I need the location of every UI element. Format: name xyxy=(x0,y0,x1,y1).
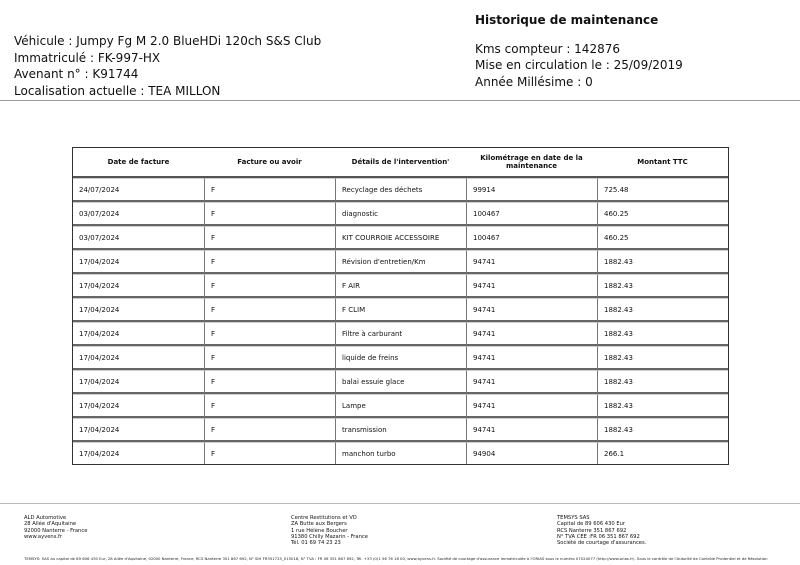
cell-invoice-type: F xyxy=(204,346,335,370)
cell-invoice-type: F xyxy=(204,418,335,442)
header-amount: Montant TTC xyxy=(597,148,728,178)
vehicle-info xyxy=(14,33,321,99)
cell-invoice-type: F xyxy=(204,322,335,346)
vehicle-model: Véhicule : Jumpy Fg M 2.0 BlueHDi 120ch S&S Club xyxy=(14,34,322,48)
cell-invoice-type: F xyxy=(204,442,335,464)
footer-line: TEMSYS SAS xyxy=(557,515,590,521)
cell-mileage: 94741 xyxy=(466,322,597,346)
cell-amount: 460.25 xyxy=(597,226,728,250)
cell-amount: 1882.43 xyxy=(597,418,728,442)
cell-intervention-details: liquide de freins xyxy=(335,346,466,370)
cell-mileage: 94741 xyxy=(466,346,597,370)
cell-invoice-type: F xyxy=(204,298,335,322)
vehicle-plate: Immatriculé : FK-997-HX xyxy=(14,50,161,65)
table-row xyxy=(73,394,728,418)
odometer: Kms compteur : 142876 xyxy=(475,41,620,56)
cell-mileage: 99914 xyxy=(466,178,597,202)
footer-line: 28 Allée d'Aquitaine xyxy=(24,521,77,528)
cell-invoice-date: 03/07/2024 xyxy=(73,202,204,226)
cell-amount: 725.48 xyxy=(597,178,728,202)
cell-invoice-date: 17/04/2024 xyxy=(73,442,204,464)
cell-invoice-date: 17/04/2024 xyxy=(73,250,204,274)
cell-invoice-date: 17/04/2024 xyxy=(73,298,204,322)
cell-intervention-details: Filtre à carburant xyxy=(335,322,466,346)
cell-mileage: 94741 xyxy=(466,274,597,298)
table-row xyxy=(73,298,728,322)
header-mileage: Kilométrage en date de la maintenance xyxy=(466,148,597,178)
header-invoice-date: Date de facture xyxy=(73,148,204,178)
cell-intervention-details: Recyclage des déchets xyxy=(335,178,466,202)
vintage-year: Année Millésime : 0 xyxy=(475,74,593,89)
footer-line: 91380 Chilly Mazarin - France xyxy=(291,533,368,540)
cell-invoice-type: F xyxy=(204,250,335,274)
table-row xyxy=(73,178,728,202)
footer-divider xyxy=(0,503,800,504)
footer-return-center xyxy=(291,515,368,546)
table-row xyxy=(73,346,728,370)
cell-mileage: 94741 xyxy=(466,370,597,394)
cell-intervention-details: KIT COURROIE ACCESSOIRE xyxy=(335,226,466,250)
cell-amount: 1882.43 xyxy=(597,394,728,418)
cell-intervention-details: manchon turbo xyxy=(335,442,466,464)
table-row xyxy=(73,226,728,250)
cell-invoice-date: 17/04/2024 xyxy=(73,370,204,394)
footer-line: ALD Automotive xyxy=(24,515,67,521)
cell-invoice-type: F xyxy=(204,274,335,298)
header-divider xyxy=(0,100,800,101)
cell-amount: 1882.43 xyxy=(597,370,728,394)
cell-mileage: 100467 xyxy=(466,226,597,250)
header-invoice-type: Facture ou avoir xyxy=(204,148,335,178)
table-row xyxy=(73,202,728,226)
footer-line: Société de courtage d'assurances. xyxy=(557,540,647,547)
table-row xyxy=(73,442,728,464)
cell-amount: 1882.43 xyxy=(597,298,728,322)
cell-invoice-type: F xyxy=(204,202,335,226)
cell-invoice-type: F xyxy=(204,370,335,394)
cell-mileage: 94904 xyxy=(466,442,597,464)
cell-intervention-details: Lampe xyxy=(335,394,466,418)
footer-line: N° TVA CEE :FR 06 351 867 692 xyxy=(557,533,640,540)
cell-amount: 266.1 xyxy=(597,442,728,464)
footer-company xyxy=(24,515,87,540)
cell-amount: 1882.43 xyxy=(597,322,728,346)
cell-intervention-details: F AIR xyxy=(335,274,466,298)
cell-intervention-details: Révision d'entretien/Km xyxy=(335,250,466,274)
maintenance-table xyxy=(72,147,729,465)
cell-amount: 1882.43 xyxy=(597,346,728,370)
page-title: Historique de maintenance xyxy=(475,13,659,27)
cell-invoice-date: 03/07/2024 xyxy=(73,226,204,250)
cell-mileage: 94741 xyxy=(466,298,597,322)
table-row xyxy=(73,418,728,442)
cell-invoice-date: 17/04/2024 xyxy=(73,274,204,298)
cell-invoice-date: 17/04/2024 xyxy=(73,322,204,346)
cell-amount: 1882.43 xyxy=(597,274,728,298)
footer-line: ZA Butte aux Bergers xyxy=(291,521,347,528)
footer-line: RCS Nanterre 351 867 692 xyxy=(557,527,627,534)
cell-invoice-date: 17/04/2024 xyxy=(73,418,204,442)
table-row xyxy=(73,250,728,274)
table-header-row xyxy=(73,148,728,178)
cell-intervention-details: F CLIM xyxy=(335,298,466,322)
cell-invoice-type: F xyxy=(204,226,335,250)
header-intervention-details: Détails de l'intervention' xyxy=(335,148,466,178)
cell-invoice-type: F xyxy=(204,394,335,418)
cell-mileage: 100467 xyxy=(466,202,597,226)
cell-amount: 460.25 xyxy=(597,202,728,226)
footer-line: 1 rue Hélène Boucher xyxy=(291,527,348,534)
footer-line: Centre Restitutions et VO xyxy=(291,515,357,521)
cell-invoice-date: 17/04/2024 xyxy=(73,346,204,370)
footer-line: Tél. 01 69 74 23 23 xyxy=(291,540,341,547)
cell-intervention-details: balai essuie glace xyxy=(335,370,466,394)
table-row xyxy=(73,322,728,346)
footer-line: 92000 Nanterre - France xyxy=(24,527,88,534)
cell-intervention-details: diagnostic xyxy=(335,202,466,226)
vehicle-amendment: Avenant n° : K91744 xyxy=(14,67,139,81)
footer-line: www.ayvens.fr xyxy=(24,533,63,540)
footer-legal-text: TEMSYS: SAS au capital de 89 606 430 Eur, 28 Allée d'Aquitaine, 92000 Nanterre, France, RCS Nanterre 351 867 692, N° SIH FR351725_015018, N° TVA : FR 06 351 867 692, Tél. +33 (0)1 56 76 18 00, www.ayvens.fr. Société de courtage d'assurance immatriculée à l'ORIAS sous le numéro 07024077 (http://www.orias.fr). Sous le contrôle de l'Autorité de Contrôle Prudentiel et de Résolution xyxy=(24,556,768,561)
cell-invoice-date: 24/07/2024 xyxy=(73,178,204,202)
cell-intervention-details: transmission xyxy=(335,418,466,442)
footer-line: Capital de 89 606 430 Eur xyxy=(557,521,626,528)
cell-mileage: 94741 xyxy=(466,250,597,274)
cell-mileage: 94741 xyxy=(466,418,597,442)
cell-invoice-date: 17/04/2024 xyxy=(73,394,204,418)
first-registration: Mise en circulation le : 25/09/2019 xyxy=(475,58,683,72)
footer-broker xyxy=(557,515,646,546)
table-row xyxy=(73,274,728,298)
vehicle-location: Localisation actuelle : TEA MILLON xyxy=(14,83,221,98)
maintenance-history-header xyxy=(475,12,683,90)
table-row xyxy=(73,370,728,394)
cell-mileage: 94741 xyxy=(466,394,597,418)
cell-invoice-type: F xyxy=(204,178,335,202)
cell-amount: 1882.43 xyxy=(597,250,728,274)
